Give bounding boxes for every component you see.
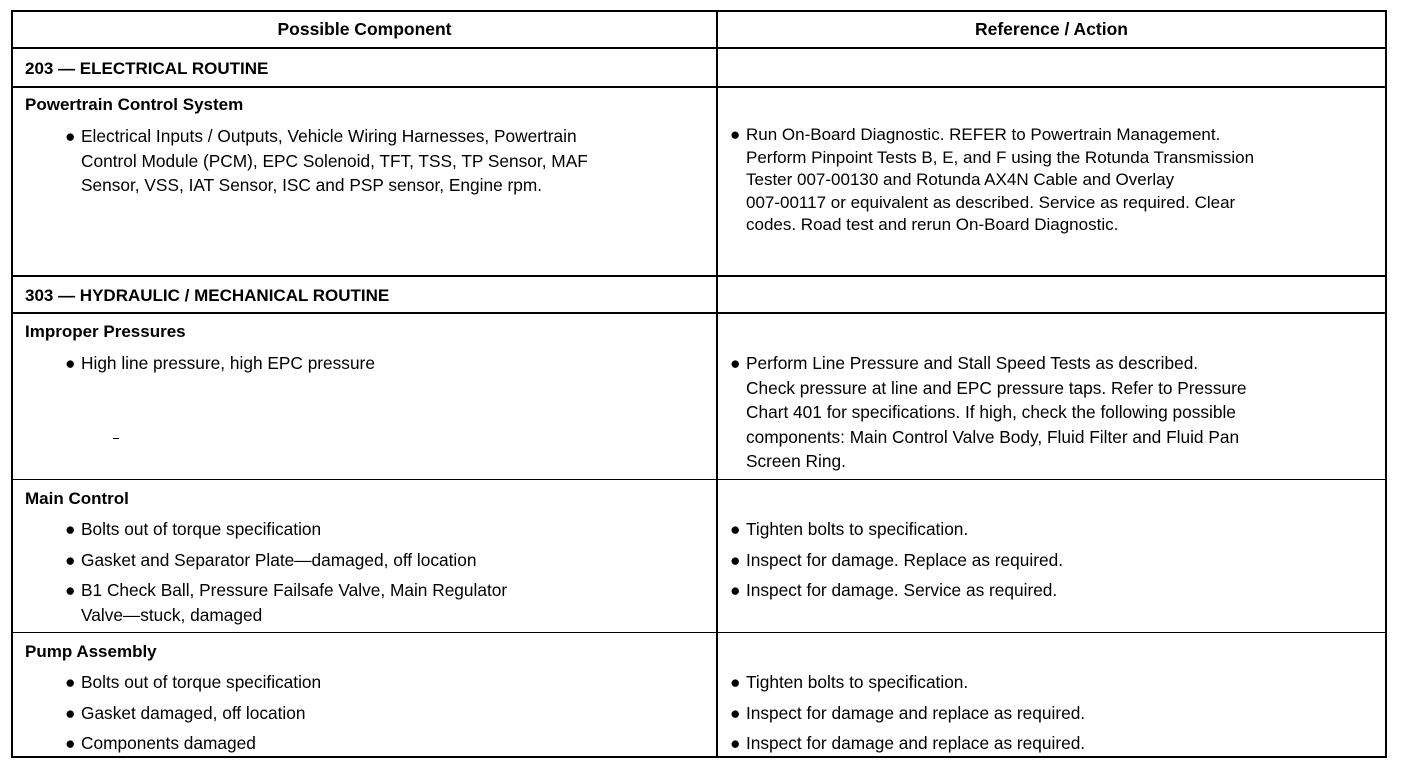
action-item: ● Inspect for damage. Service as required. xyxy=(746,578,1057,603)
bullet-icon: ● xyxy=(65,519,76,539)
group-title: Improper Pressures xyxy=(25,322,186,341)
group-title: Powertrain Control System xyxy=(25,95,244,114)
bullet-icon: ● xyxy=(730,353,741,373)
component-item: ● Bolts out of torque specification xyxy=(81,670,321,695)
action-item: ● Run On-Board Diagnostic. REFER to Powertrain Management. Perform Pinpoint Tests B, E, and F using the Rotunda Transmission Tester 007-00130 and Rotunda AX4N Cable and Overlay 007-00117 or equivalent as described. Service as required. Clear codes. Road test and rerun On-Board Diagnostic. xyxy=(730,125,1255,234)
component-item: ● Gasket damaged, off location xyxy=(81,701,305,726)
component-item: ● High line pressure, high EPC pressure xyxy=(81,351,375,376)
action-item: ● Inspect for damage and replace as required. xyxy=(746,701,1085,726)
bullet-icon: ● xyxy=(65,672,76,692)
action-item: ● Inspect for damage. Replace as required. xyxy=(746,548,1063,573)
row-divider xyxy=(11,275,1387,277)
column-divider xyxy=(716,10,718,758)
action-item: ● Tighten bolts to specification. xyxy=(746,517,968,542)
action-item: ● Tighten bolts to specification. xyxy=(746,670,968,695)
bullet-icon: ● xyxy=(65,353,76,373)
group-title: Pump Assembly xyxy=(25,642,157,661)
row-divider xyxy=(11,86,1387,88)
row-divider xyxy=(11,47,1387,49)
row-divider xyxy=(11,632,1387,633)
bullet-icon: ● xyxy=(65,703,76,723)
component-item: ● Bolts out of torque specification xyxy=(81,517,321,542)
component-item: ● B1 Check Ball, Pressure Failsafe Valve, Main Regulator Valve—stuck, damaged xyxy=(65,580,508,625)
bullet-icon: ● xyxy=(65,580,76,600)
bullet-icon: ● xyxy=(730,519,741,539)
group-title: Main Control xyxy=(25,489,129,508)
bullet-icon: ● xyxy=(730,672,741,692)
row-divider xyxy=(11,479,1387,480)
bullet-icon: ● xyxy=(65,550,76,570)
header-action: Reference / Action xyxy=(974,19,1128,39)
bullet-icon: ● xyxy=(730,550,741,570)
component-item: ● Electrical Inputs / Outputs, Vehicle Wiring Harnesses, Powertrain Control Module (PCM), EPC Solenoid, TFT, TSS, TP Sensor, MAF Sensor, VSS, IAT Sensor, ISC and PSP sensor, Engine rpm. xyxy=(65,126,588,195)
section-title: 203 — ELECTRICAL ROUTINE xyxy=(25,59,269,78)
action-item: ● Inspect for damage and replace as required. xyxy=(746,731,1085,756)
bullet-icon: ● xyxy=(65,126,76,146)
component-item: ● Gasket and Separator Plate—damaged, off location xyxy=(81,548,476,573)
row-divider xyxy=(11,312,1387,314)
bullet-icon: ● xyxy=(65,733,76,753)
header-component: Possible Component xyxy=(277,19,452,39)
component-item: ● Components damaged xyxy=(81,731,256,756)
bullet-icon: ● xyxy=(730,703,741,723)
bullet-icon: ● xyxy=(730,125,741,144)
stray-mark xyxy=(113,438,119,439)
section-title: 303 — HYDRAULIC / MECHANICAL ROUTINE xyxy=(25,286,390,305)
action-item: ● Perform Line Pressure and Stall Speed Tests as described. Check pressure at line and EPC pressure taps. Refer to Pressure Chart 401 for specifications. If high, check the following possible components: Main Control Valve Body, Fluid Filter and Fluid Pan Screen Ring. xyxy=(730,353,1247,471)
bullet-icon: ● xyxy=(730,580,741,600)
bullet-icon: ● xyxy=(730,733,741,753)
